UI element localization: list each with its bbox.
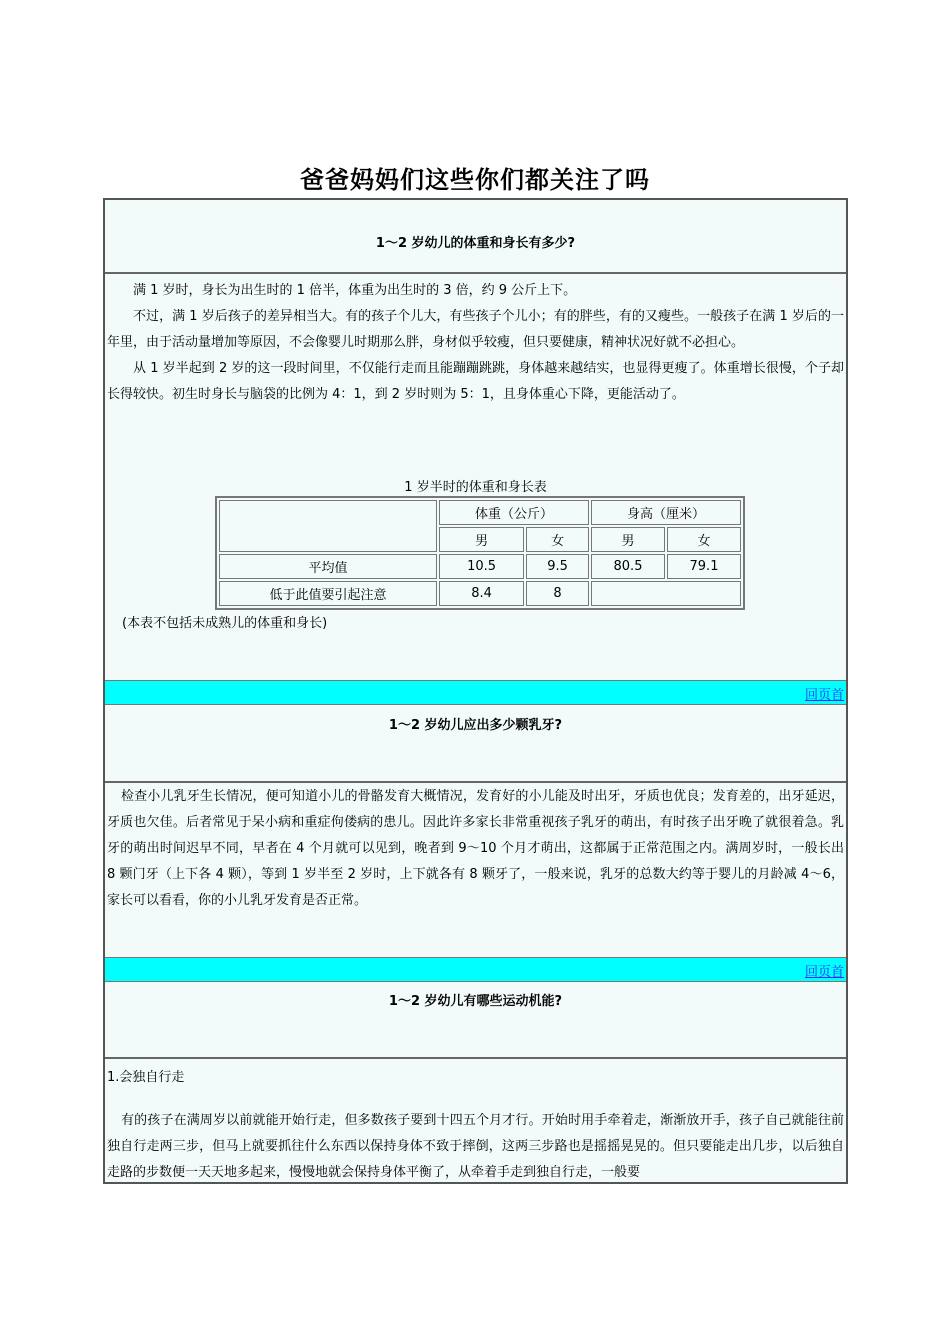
table-group-header: 体重（公斤） bbox=[439, 500, 589, 525]
section-heading-motor: 1～2 岁幼儿有哪些运动机能? bbox=[388, 994, 563, 1009]
table-sub-header: 女 bbox=[526, 527, 589, 552]
paragraph: 有的孩子在满周岁以前就能开始行走，但多数孩子要到十四五个月才行。开始时用手牵着走，渐渐放开手，孩子自己就能往前独自行走两三步，但马上就要抓往什么东西以保持身体不致于摔倒，这两三步路也是摇摇晃晃的。但只要能走出几步，以后独自走路的步数便一天天地多起来，慢慢地就会保持身体平衡了，从牵着手走到独自行走，一般要 bbox=[107, 1113, 844, 1180]
table-cell: 10.5 bbox=[439, 554, 524, 579]
section-heading-weight-height: 1～2 岁幼儿的体重和身长有多少? bbox=[375, 236, 576, 251]
table-cell: 9.5 bbox=[526, 554, 589, 579]
table-sub-header: 男 bbox=[591, 527, 665, 552]
section-heading-teeth: 1～2 岁幼儿应出多少颗乳牙? bbox=[388, 718, 563, 733]
back-to-top-bar bbox=[105, 957, 846, 982]
table-note: (本表不包括未成熟儿的体重和身长) bbox=[122, 616, 328, 631]
table-sub-header: 男 bbox=[439, 527, 524, 552]
paragraph: 不过，满 1 岁后孩子的差异相当大。有的孩子个儿大，有些孩子个儿小；有的胖些，有的又瘦些。一般孩子在满 1 岁后的一年里，由于活动量增加等原因，不会像婴儿时期那么胖，身材似乎较瘦，但只要健康，精神状况好就不必担心。 bbox=[107, 309, 844, 350]
table-sub-header: 女 bbox=[667, 527, 741, 552]
table-caption: 1 岁半时的体重和身长表 bbox=[404, 480, 547, 495]
paragraph: 满 1 岁时，身长为出生时的 1 倍半，体重为出生时的 3 倍，约 9 公斤上下。 bbox=[133, 283, 577, 298]
table-corner-cell bbox=[219, 500, 437, 552]
table-row bbox=[219, 554, 741, 579]
table-cell bbox=[591, 581, 741, 606]
weight-height-table bbox=[215, 496, 745, 610]
back-to-top-link[interactable]: 回页首 bbox=[804, 688, 844, 703]
paragraph: 从 1 岁半起到 2 岁的这一段时间里，不仅能行走而且能蹦蹦跳跳，身体越来越结实，也显得更瘦了。体重增长很慢，个子却长得较快。初生时身长与脑袋的比例为 4：1，到 2 岁时则为 5：1，且身体重心下降，更能活动了。 bbox=[107, 361, 844, 402]
table-cell: 8.4 bbox=[439, 581, 524, 606]
paragraph: 检查小儿乳牙生长情况，便可知道小儿的骨骼发育大概情况，发育好的小儿能及时出牙，牙质也优良；发育差的，出牙延迟，牙质也欠佳。后者常见于呆小病和重症佝偻病的患儿。因此许多家长非常重视孩子乳牙的萌出，有时孩子出牙晚了就很着急。乳牙的萌出时间迟早不同，早者在 4 个月就可以见到，晚者到 9～10 个月才萌出，这都属于正常范围之内。满周岁时，一般长出 8 颗门牙（上下各 4 颗），等到 1 岁半至 2 岁时，上下就各有 8 颗牙了，一般来说，乳牙的总数大约等于婴儿的月龄减 4～6，家长可以看看，你的小儿乳牙发育是否正常。 bbox=[107, 789, 844, 908]
table-cell: 79.1 bbox=[667, 554, 741, 579]
table-row bbox=[219, 581, 741, 606]
table-cell: 8 bbox=[526, 581, 589, 606]
divider bbox=[105, 272, 846, 274]
section-body-motor bbox=[107, 1108, 844, 1184]
back-to-top-bar bbox=[105, 680, 846, 705]
page-title: 爸爸妈妈们这些你们都关注了吗 bbox=[300, 166, 650, 194]
section-body-weight-height bbox=[107, 278, 844, 408]
subheading-walking: 1.会独自行走 bbox=[107, 1070, 185, 1085]
table-row-label: 平均值 bbox=[219, 554, 437, 579]
section-body-teeth bbox=[107, 784, 844, 914]
content-frame bbox=[103, 198, 848, 1184]
divider bbox=[105, 781, 846, 783]
table-row-label: 低于此值要引起注意 bbox=[219, 581, 437, 606]
table-cell: 80.5 bbox=[591, 554, 665, 579]
divider bbox=[105, 1057, 846, 1059]
back-to-top-link[interactable]: 回页首 bbox=[804, 965, 844, 980]
table-group-header: 身高（厘米） bbox=[591, 500, 741, 525]
